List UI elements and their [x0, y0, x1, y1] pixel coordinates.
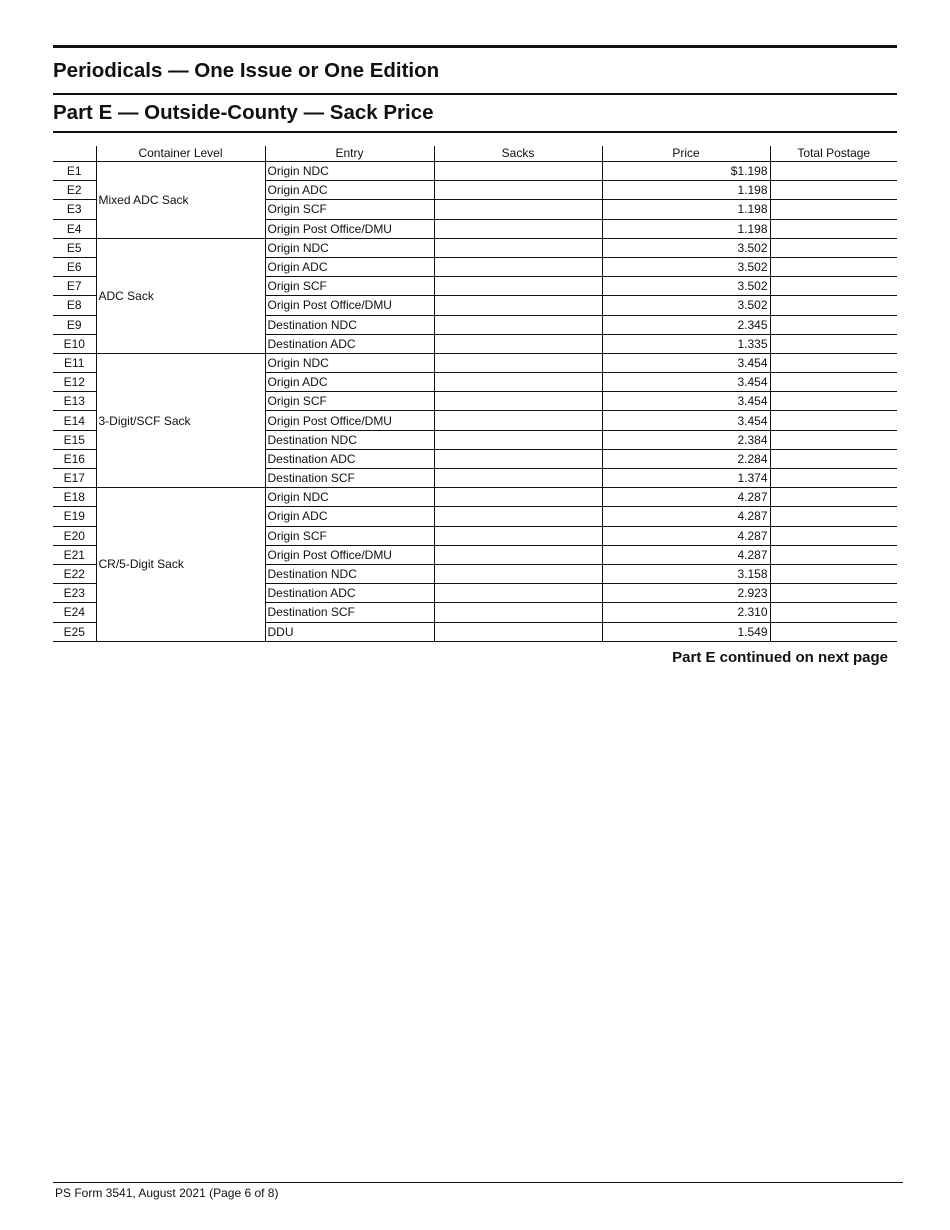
line-number: E11 [53, 353, 96, 372]
total-postage-input-cell[interactable] [770, 622, 897, 641]
total-postage-input-cell[interactable] [770, 430, 897, 449]
table-row [53, 238, 897, 257]
total-postage-input-cell[interactable] [770, 257, 897, 276]
total-postage-input-cell[interactable] [770, 219, 897, 238]
entry-cell: Origin Post Office/DMU [265, 296, 434, 315]
line-number: E16 [53, 449, 96, 468]
sacks-input-cell[interactable] [434, 296, 602, 315]
sacks-input-cell[interactable] [434, 392, 602, 411]
table-row [53, 162, 897, 181]
sack-price-table [53, 146, 897, 642]
price-cell: 3.502 [602, 257, 770, 276]
section-rule [53, 131, 897, 133]
total-postage-input-cell[interactable] [770, 162, 897, 181]
sacks-input-cell[interactable] [434, 315, 602, 334]
line-number: E19 [53, 507, 96, 526]
price-cell: 3.502 [602, 277, 770, 296]
sacks-input-cell[interactable] [434, 200, 602, 219]
sacks-input-cell[interactable] [434, 603, 602, 622]
line-number: E5 [53, 238, 96, 257]
price-cell: 2.345 [602, 315, 770, 334]
sacks-input-cell[interactable] [434, 507, 602, 526]
entry-cell: Origin ADC [265, 373, 434, 392]
entry-cell: Destination ADC [265, 334, 434, 353]
line-number: E21 [53, 545, 96, 564]
total-postage-input-cell[interactable] [770, 392, 897, 411]
container-level-cell: ADC Sack [96, 238, 265, 353]
total-postage-input-cell[interactable] [770, 315, 897, 334]
total-postage-input-cell[interactable] [770, 353, 897, 372]
price-cell: 3.502 [602, 296, 770, 315]
header-sacks: Sacks [434, 146, 602, 162]
price-cell: 3.158 [602, 564, 770, 583]
line-number: E12 [53, 373, 96, 392]
price-cell: 1.198 [602, 200, 770, 219]
sacks-input-cell[interactable] [434, 526, 602, 545]
line-number: E6 [53, 257, 96, 276]
entry-cell: Destination ADC [265, 584, 434, 603]
price-cell: 1.549 [602, 622, 770, 641]
line-number: E8 [53, 296, 96, 315]
total-postage-input-cell[interactable] [770, 181, 897, 200]
line-number: E14 [53, 411, 96, 430]
price-cell: 1.198 [602, 181, 770, 200]
price-cell: 2.310 [602, 603, 770, 622]
sacks-input-cell[interactable] [434, 564, 602, 583]
container-level-cell: 3-Digit/SCF Sack [96, 353, 265, 487]
sacks-input-cell[interactable] [434, 277, 602, 296]
header-price: Price [602, 146, 770, 162]
price-cell: 2.923 [602, 584, 770, 603]
entry-cell: Origin NDC [265, 162, 434, 181]
total-postage-input-cell[interactable] [770, 545, 897, 564]
sacks-input-cell[interactable] [434, 622, 602, 641]
line-number: E23 [53, 584, 96, 603]
price-cell: 4.287 [602, 526, 770, 545]
table-row [53, 353, 897, 372]
price-cell: 1.374 [602, 469, 770, 488]
sacks-input-cell[interactable] [434, 219, 602, 238]
price-cell: 2.384 [602, 430, 770, 449]
header-container-level: Container Level [96, 146, 265, 162]
entry-cell: Destination NDC [265, 564, 434, 583]
price-cell: 1.198 [602, 219, 770, 238]
sacks-input-cell[interactable] [434, 488, 602, 507]
entry-cell: Destination SCF [265, 469, 434, 488]
total-postage-input-cell[interactable] [770, 334, 897, 353]
line-number: E7 [53, 277, 96, 296]
entry-cell: Destination NDC [265, 430, 434, 449]
price-cell: 3.502 [602, 238, 770, 257]
price-cell: 3.454 [602, 353, 770, 372]
total-postage-input-cell[interactable] [770, 507, 897, 526]
sacks-input-cell[interactable] [434, 469, 602, 488]
price-cell: 4.287 [602, 488, 770, 507]
total-postage-input-cell[interactable] [770, 449, 897, 468]
sacks-input-cell[interactable] [434, 353, 602, 372]
entry-cell: Origin SCF [265, 392, 434, 411]
line-number: E22 [53, 564, 96, 583]
sacks-input-cell[interactable] [434, 257, 602, 276]
line-number: E15 [53, 430, 96, 449]
header-entry: Entry [265, 146, 434, 162]
section-title: Part E — Outside-County — Sack Price [53, 101, 434, 124]
table-header-row [53, 146, 897, 162]
line-number: E9 [53, 315, 96, 334]
entry-cell: Origin ADC [265, 181, 434, 200]
total-postage-input-cell[interactable] [770, 564, 897, 583]
page-title: Periodicals — One Issue or One Edition [53, 59, 440, 82]
entry-cell: Origin SCF [265, 526, 434, 545]
total-postage-input-cell[interactable] [770, 200, 897, 219]
total-postage-input-cell[interactable] [770, 296, 897, 315]
price-cell: 1.335 [602, 334, 770, 353]
price-cell: 3.454 [602, 392, 770, 411]
price-cell: 4.287 [602, 507, 770, 526]
line-number: E24 [53, 603, 96, 622]
continued-note: Part E continued on next page [672, 649, 888, 666]
sacks-input-cell[interactable] [434, 545, 602, 564]
sacks-input-cell[interactable] [434, 584, 602, 603]
total-postage-input-cell[interactable] [770, 603, 897, 622]
entry-cell: Destination NDC [265, 315, 434, 334]
header-total-postage: Total Postage [770, 146, 897, 162]
line-number: E4 [53, 219, 96, 238]
price-cell: 4.287 [602, 545, 770, 564]
line-number: E1 [53, 162, 96, 181]
entry-cell: Origin SCF [265, 277, 434, 296]
entry-cell: Origin NDC [265, 353, 434, 372]
top-rule [53, 45, 897, 48]
entry-cell: Origin Post Office/DMU [265, 219, 434, 238]
sacks-input-cell[interactable] [434, 411, 602, 430]
sacks-input-cell[interactable] [434, 334, 602, 353]
total-postage-input-cell[interactable] [770, 411, 897, 430]
total-postage-input-cell[interactable] [770, 373, 897, 392]
entry-cell: Origin ADC [265, 257, 434, 276]
entry-cell: Origin NDC [265, 488, 434, 507]
entry-cell: Origin Post Office/DMU [265, 411, 434, 430]
sacks-input-cell[interactable] [434, 430, 602, 449]
sacks-input-cell[interactable] [434, 373, 602, 392]
line-number: E2 [53, 181, 96, 200]
price-cell: 3.454 [602, 411, 770, 430]
total-postage-input-cell[interactable] [770, 488, 897, 507]
price-cell: 3.454 [602, 373, 770, 392]
line-number: E17 [53, 469, 96, 488]
sacks-input-cell[interactable] [434, 238, 602, 257]
table-row [53, 488, 897, 507]
container-level-cell: CR/5-Digit Sack [96, 488, 265, 642]
entry-cell: Origin ADC [265, 507, 434, 526]
entry-cell: Origin NDC [265, 238, 434, 257]
line-number: E20 [53, 526, 96, 545]
total-postage-input-cell[interactable] [770, 526, 897, 545]
entry-cell: Origin Post Office/DMU [265, 545, 434, 564]
entry-cell: Destination SCF [265, 603, 434, 622]
line-number: E25 [53, 622, 96, 641]
entry-cell: Destination ADC [265, 449, 434, 468]
container-level-cell: Mixed ADC Sack [96, 162, 265, 239]
line-number: E13 [53, 392, 96, 411]
entry-cell: DDU [265, 622, 434, 641]
footer-rule [53, 1182, 903, 1183]
sacks-input-cell[interactable] [434, 449, 602, 468]
sacks-input-cell[interactable] [434, 162, 602, 181]
form-footer: PS Form 3541, August 2021 (Page 6 of 8) [55, 1186, 279, 1200]
line-number: E18 [53, 488, 96, 507]
entry-cell: Origin SCF [265, 200, 434, 219]
header-line [53, 146, 96, 162]
line-number: E3 [53, 200, 96, 219]
total-postage-input-cell[interactable] [770, 238, 897, 257]
total-postage-input-cell[interactable] [770, 469, 897, 488]
title-rule [53, 93, 897, 95]
total-postage-input-cell[interactable] [770, 277, 897, 296]
total-postage-input-cell[interactable] [770, 584, 897, 603]
price-cell: 2.284 [602, 449, 770, 468]
sacks-input-cell[interactable] [434, 181, 602, 200]
price-cell: $1.198 [602, 162, 770, 181]
table-body [53, 162, 897, 642]
line-number: E10 [53, 334, 96, 353]
